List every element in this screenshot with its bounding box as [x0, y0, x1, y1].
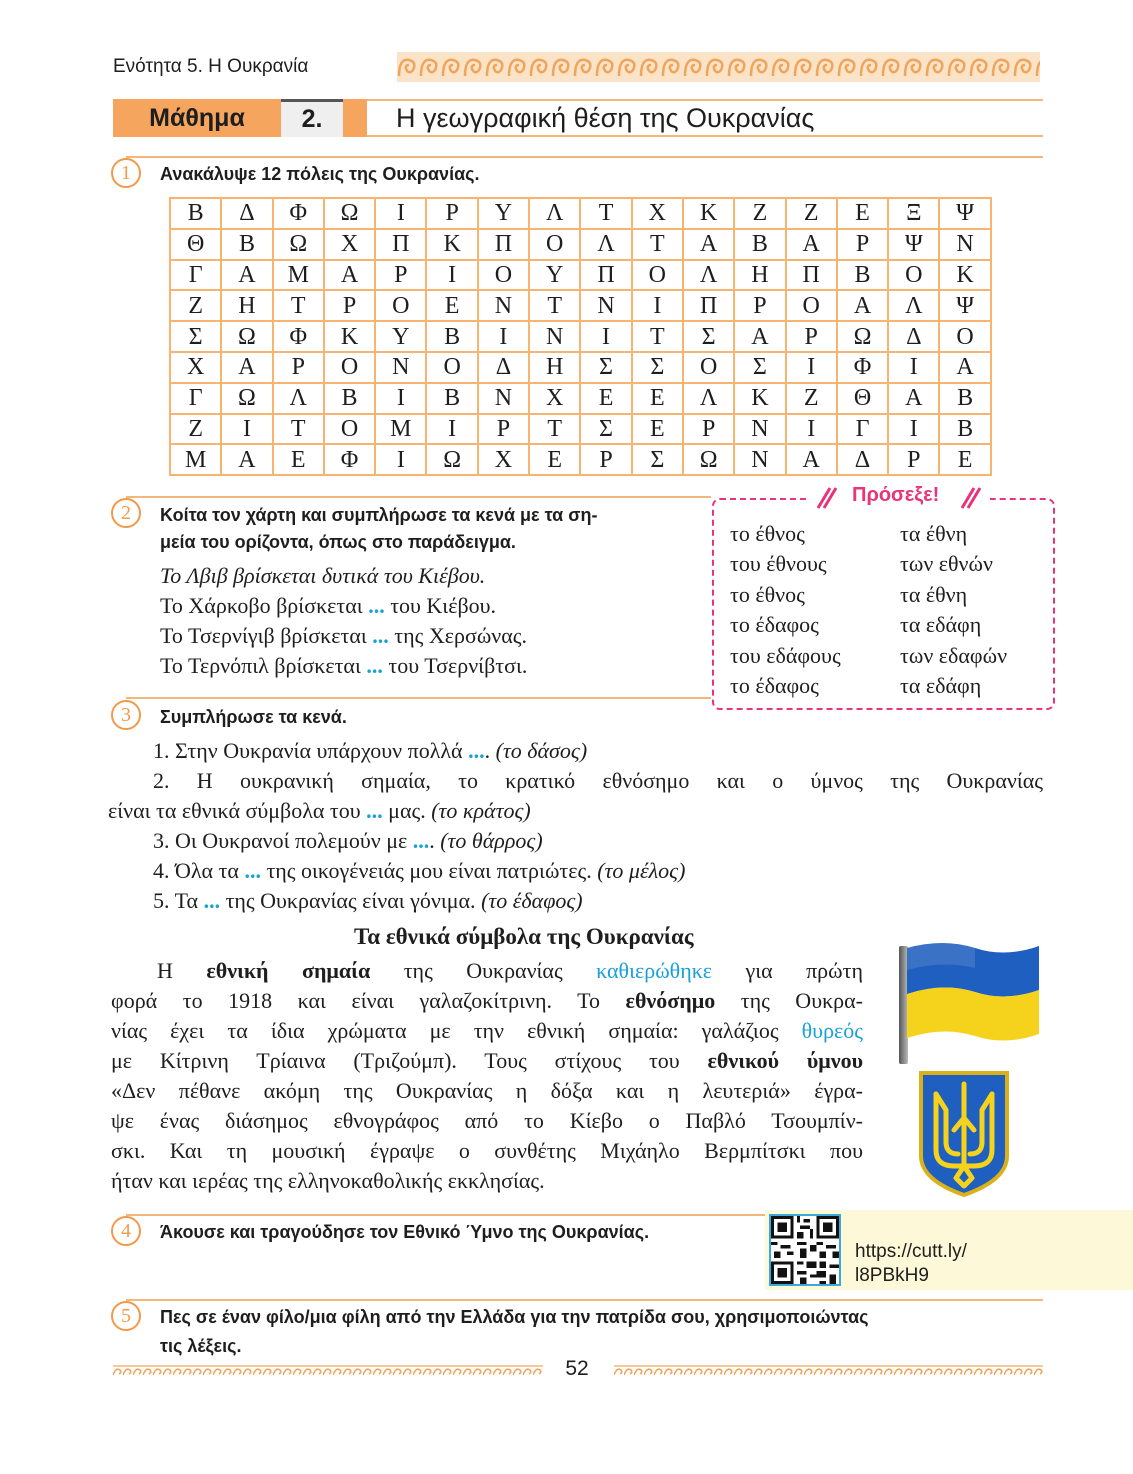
- grid-cell[interactable]: Ι: [580, 321, 631, 352]
- exercise-3-item-3: [153, 828, 543, 854]
- blank[interactable]: ...: [244, 858, 261, 883]
- text: της Ουκρανίας: [370, 958, 597, 983]
- text: Η: [157, 958, 207, 983]
- grid-cell[interactable]: Ρ: [273, 352, 324, 383]
- exercise-1-number: 1: [111, 158, 141, 188]
- grid-cell[interactable]: Ι: [786, 414, 837, 445]
- text: για πρώτη: [712, 958, 863, 983]
- grid-cell[interactable]: Θ: [837, 383, 888, 414]
- symbols-section-title: Τα εθνικά σύμβολα της Ουκρανίας: [354, 924, 694, 949]
- attention-singular: του έθνους: [730, 551, 827, 577]
- grid-cell[interactable]: Ω: [221, 321, 272, 352]
- blank[interactable]: ...: [366, 798, 383, 823]
- grid-cell[interactable]: Ε: [580, 383, 631, 414]
- page-number: 52: [565, 1357, 589, 1380]
- qr-code-icon: [771, 1216, 839, 1284]
- grid-cell[interactable]: Ο: [375, 290, 426, 321]
- grid-cell[interactable]: Β: [426, 321, 477, 352]
- text: νίας έχει τα ίδια χρώματα με την εθνική σημαία: γαλάζιος: [111, 1018, 802, 1043]
- grid-cell[interactable]: Ζ: [786, 383, 837, 414]
- exercise-1-title: Ανακάλυψε 12 πόλεις της Ουκρανίας.: [160, 164, 480, 184]
- grid-cell[interactable]: Ο: [324, 352, 375, 383]
- grid-cell[interactable]: Α: [939, 352, 990, 383]
- line-text: του Τσερνίβτσι.: [382, 653, 528, 678]
- grid-cell[interactable]: Λ: [529, 198, 580, 229]
- item-text: μας.: [382, 798, 432, 823]
- qr-url-line2[interactable]: l8PBkH9: [855, 1265, 929, 1286]
- grid-cell[interactable]: Ε: [529, 444, 580, 475]
- grid-cell[interactable]: Ζ: [170, 290, 221, 321]
- grid-cell[interactable]: Σ: [632, 352, 683, 383]
- exercise-3-item-2-line1: 2. Η ουκρανική σημαία, το κρατικό εθνόσημο και ο ύμνος της Ουκρανίας: [153, 768, 1043, 793]
- grid-row: [170, 229, 991, 260]
- grid-cell[interactable]: Ο: [529, 229, 580, 260]
- grid-row: [170, 260, 991, 291]
- exercise-3-title: Συμπλήρωσε τα κενά.: [160, 707, 347, 727]
- grid-row: [170, 444, 991, 475]
- grid-cell[interactable]: Ρ: [888, 444, 939, 475]
- item-text: .: [429, 828, 441, 853]
- grid-cell[interactable]: Π: [580, 260, 631, 291]
- grid-cell[interactable]: Τ: [273, 414, 324, 445]
- exercise-2-title-line1: Κοίτα τον χάρτη και συμπλήρωσε τα κενά με τα ση-: [160, 505, 598, 525]
- grid-cell[interactable]: Ι: [375, 198, 426, 229]
- grid-cell[interactable]: Γ: [170, 260, 221, 291]
- hint: (το δάσος): [495, 738, 588, 763]
- exercise-5-title-line2: τις λέξεις.: [160, 1336, 242, 1356]
- grid-cell[interactable]: Δ: [478, 352, 529, 383]
- qr-code[interactable]: [769, 1214, 841, 1286]
- attention-singular: του εδάφους: [730, 642, 841, 668]
- grid-cell[interactable]: Σ: [580, 352, 631, 383]
- grid-cell[interactable]: Α: [734, 321, 785, 352]
- grid-cell[interactable]: Φ: [324, 444, 375, 475]
- grid-cell[interactable]: Τ: [632, 321, 683, 352]
- grid-cell[interactable]: Ι: [786, 352, 837, 383]
- lesson-label: Μάθημα: [113, 99, 281, 137]
- symbols-paragraph-line-5: «Δεν πέθανε ακόμη της Ουκρανίας η δόξα και η λευτεριά» έγρα-: [111, 1078, 863, 1103]
- attention-plural: τα εδάφη: [900, 673, 982, 698]
- line-text: της Χερσώνας.: [388, 623, 527, 648]
- grid-cell[interactable]: Ο: [683, 352, 734, 383]
- blank[interactable]: ...: [368, 593, 385, 618]
- exercise-3-item-2-line2: [108, 798, 531, 824]
- attention-plural: τα έθνη: [900, 521, 968, 546]
- grid-row: [170, 321, 991, 352]
- grid-cell[interactable]: Π: [375, 229, 426, 260]
- symbols-paragraph-line-3: [111, 1018, 863, 1044]
- exercise-3-number: 3: [111, 700, 141, 730]
- grid-cell[interactable]: Ω: [426, 444, 477, 475]
- grid-cell[interactable]: Δ: [221, 198, 272, 229]
- grid-cell[interactable]: Κ: [324, 321, 375, 352]
- grid-cell[interactable]: Δ: [888, 321, 939, 352]
- grid-cell[interactable]: Ε: [632, 383, 683, 414]
- grid-cell[interactable]: Ν: [478, 383, 529, 414]
- grid-cell[interactable]: Σ: [632, 444, 683, 475]
- exercise-5-number: 5: [111, 1301, 141, 1331]
- item-text: 5. Τα: [153, 888, 204, 913]
- text: της Ουκρα-: [715, 988, 863, 1013]
- exercise-2-example: Το Λβιβ βρίσκεται δυτικά του Κιέβου.: [160, 563, 486, 588]
- grid-cell[interactable]: Μ: [273, 260, 324, 291]
- grid-cell[interactable]: Μ: [170, 444, 221, 475]
- exercise-2-line-1: [160, 593, 496, 619]
- grid-cell[interactable]: Β: [939, 383, 990, 414]
- grid-cell[interactable]: Υ: [478, 198, 529, 229]
- attention-singular: το έθνος: [730, 581, 805, 607]
- item-text: είναι τα εθνικά σύμβολα του: [108, 798, 367, 823]
- grid-cell[interactable]: Β: [939, 414, 990, 445]
- symbols-paragraph-line-7: σκι. Και τη μουσική έγραψε ο συνθέτης Μιχάηλο Βερμπίτσκι που: [111, 1138, 863, 1163]
- grid-cell[interactable]: Ω: [837, 321, 888, 352]
- hint: (το κράτος): [431, 798, 531, 823]
- grid-cell[interactable]: Ο: [426, 352, 477, 383]
- grid-cell[interactable]: Ρ: [375, 260, 426, 291]
- item-text: 3. Οι Ουκρανοί πολεμούν με: [153, 828, 413, 853]
- grid-cell[interactable]: Ψ: [939, 290, 990, 321]
- grid-cell[interactable]: Χ: [478, 444, 529, 475]
- line-text: του Κιέβου.: [384, 593, 497, 618]
- exercise-2-line-2: [160, 623, 527, 649]
- grid-row: [170, 414, 991, 445]
- exercise-2-rule: [126, 496, 711, 498]
- footer-wave-right: [614, 1364, 1043, 1380]
- trident-coat-of-arms-icon: [918, 1070, 1010, 1198]
- grid-cell[interactable]: Β: [170, 198, 221, 229]
- grid-cell[interactable]: Ρ: [426, 198, 477, 229]
- grid-cell[interactable]: Θ: [170, 229, 221, 260]
- grid-cell[interactable]: Τ: [580, 198, 631, 229]
- grid-cell[interactable]: Ω: [273, 229, 324, 260]
- grid-cell[interactable]: Α: [221, 352, 272, 383]
- grid-cell[interactable]: Ζ: [734, 198, 785, 229]
- grid-cell[interactable]: Ε: [837, 198, 888, 229]
- grid-cell[interactable]: Π: [786, 260, 837, 291]
- item-text: της οικογένειάς μου είναι πατριώτες.: [260, 858, 598, 883]
- grid-cell[interactable]: Ω: [221, 383, 272, 414]
- grid-cell[interactable]: Ι: [426, 414, 477, 445]
- grid-cell[interactable]: Ι: [632, 290, 683, 321]
- grid-cell[interactable]: Ν: [939, 229, 990, 260]
- grid-cell[interactable]: Σ: [683, 321, 734, 352]
- grid-cell[interactable]: Υ: [375, 321, 426, 352]
- symbols-paragraph-line-1: [111, 958, 863, 984]
- grid-row: [170, 352, 991, 383]
- grid-cell[interactable]: Η: [529, 352, 580, 383]
- grid-row: [170, 198, 991, 229]
- grid-cell[interactable]: Ψ: [888, 229, 939, 260]
- grid-row: [170, 383, 991, 414]
- line-text: Το Χάρκοβο βρίσκεται: [160, 593, 369, 618]
- grid-cell[interactable]: Β: [324, 383, 375, 414]
- grid-cell[interactable]: Ε: [939, 444, 990, 475]
- grid-cell[interactable]: Σ: [580, 414, 631, 445]
- unit-title: Ενότητα 5. Η Ουκρανία: [113, 56, 309, 77]
- grid-cell[interactable]: Ν: [580, 290, 631, 321]
- grid-cell[interactable]: Ν: [375, 352, 426, 383]
- grid-cell[interactable]: Σ: [734, 352, 785, 383]
- qr-url-line1[interactable]: https://cutt.ly/: [855, 1241, 967, 1262]
- grid-cell[interactable]: Φ: [273, 198, 324, 229]
- grid-cell[interactable]: Ε: [426, 290, 477, 321]
- grid-cell[interactable]: Ζ: [786, 198, 837, 229]
- grid-cell[interactable]: Τ: [632, 229, 683, 260]
- grid-cell[interactable]: Π: [478, 229, 529, 260]
- bold-term: εθνικού ύμνου: [707, 1048, 863, 1073]
- grid-cell[interactable]: Α: [221, 444, 272, 475]
- grid-cell[interactable]: Α: [837, 290, 888, 321]
- grid-cell[interactable]: Ω: [324, 198, 375, 229]
- grid-cell[interactable]: Ρ: [580, 444, 631, 475]
- grid-cell[interactable]: Β: [837, 260, 888, 291]
- blank[interactable]: ...: [372, 623, 389, 648]
- hint: (το μέλος): [597, 858, 686, 883]
- blank[interactable]: ...: [468, 738, 485, 763]
- attention-title: Πρόσεξε!: [852, 484, 940, 506]
- grid-cell[interactable]: Α: [221, 260, 272, 291]
- grid-cell[interactable]: Ι: [375, 444, 426, 475]
- lesson-title-bottom-line: [367, 135, 1043, 137]
- blank[interactable]: ...: [203, 888, 221, 913]
- exercise-3-item-5: [153, 888, 583, 914]
- attention-singular: το έδαφος: [730, 612, 819, 638]
- attention-plural: τα εδάφη: [900, 612, 982, 638]
- grid-cell[interactable]: Ι: [375, 383, 426, 414]
- grid-cell[interactable]: Η: [221, 290, 272, 321]
- grid-cell[interactable]: Ζ: [170, 414, 221, 445]
- grid-cell[interactable]: Ρ: [837, 229, 888, 260]
- grid-cell[interactable]: Ν: [734, 444, 785, 475]
- symbols-paragraph-line-4: [111, 1048, 863, 1074]
- line-text: Το Τερνόπιλ βρίσκεται: [160, 653, 367, 678]
- exercise-2-line-3: [160, 653, 527, 679]
- grid-cell[interactable]: Χ: [529, 383, 580, 414]
- grid-cell[interactable]: Κ: [683, 198, 734, 229]
- grid-cell[interactable]: Ι: [426, 260, 477, 291]
- hint: (το έδαφος): [481, 888, 583, 913]
- grid-cell[interactable]: Β: [426, 383, 477, 414]
- grid-cell[interactable]: Ο: [632, 260, 683, 291]
- grid-cell[interactable]: Α: [888, 383, 939, 414]
- exercise-5-title-line1: Πες σε έναν φίλο/μια φίλη από την Ελλάδα για την πατρίδα σου, χρησιμοποιώντας: [160, 1307, 869, 1327]
- grid-cell[interactable]: Τ: [529, 414, 580, 445]
- word-search-grid: [169, 197, 992, 476]
- exercise-3-item-4: [153, 858, 685, 884]
- exercise-3-rule: [126, 697, 711, 699]
- exercise-3-item-1: [153, 738, 587, 764]
- grid-cell[interactable]: Τ: [529, 290, 580, 321]
- grid-cell[interactable]: Γ: [837, 414, 888, 445]
- grid-cell[interactable]: Ν: [478, 290, 529, 321]
- text: φορά το 1918 και είναι γαλαζοκίτρινη. Το: [111, 988, 626, 1013]
- grid-cell[interactable]: Α: [786, 229, 837, 260]
- grid-cell[interactable]: Λ: [683, 260, 734, 291]
- grid-cell[interactable]: Χ: [632, 198, 683, 229]
- grid-cell[interactable]: Ξ: [888, 198, 939, 229]
- grid-cell[interactable]: Λ: [888, 290, 939, 321]
- grid-cell[interactable]: Ψ: [939, 198, 990, 229]
- grid-cell[interactable]: Ν: [734, 414, 785, 445]
- glossary-link[interactable]: θυρεός: [801, 1018, 863, 1043]
- item-text: .: [484, 738, 496, 763]
- grid-cell[interactable]: Μ: [375, 414, 426, 445]
- grid-cell[interactable]: Κ: [734, 383, 785, 414]
- bold-term: εθνόσημο: [625, 988, 716, 1013]
- grid-cell[interactable]: Ρ: [683, 414, 734, 445]
- grid-cell[interactable]: Φ: [837, 352, 888, 383]
- grid-cell[interactable]: Φ: [273, 321, 324, 352]
- grid-cell[interactable]: Α: [683, 229, 734, 260]
- grid-cell[interactable]: Ο: [478, 260, 529, 291]
- hint: (το θάρρος): [440, 828, 543, 853]
- grid-cell[interactable]: Ε: [273, 444, 324, 475]
- exercise-4-title: Άκουσε και τραγούδησε τον Εθνικό Ύμνο της Ουκρανίας.: [160, 1222, 650, 1242]
- glossary-link[interactable]: καθιερώθηκε: [596, 958, 713, 983]
- grid-cell[interactable]: Π: [683, 290, 734, 321]
- attention-singular: το έδαφος: [730, 673, 819, 698]
- symbols-paragraph-line-2: [111, 988, 863, 1014]
- grid-row: [170, 290, 991, 321]
- grid-cell[interactable]: Δ: [837, 444, 888, 475]
- item-text: 1. Στην Ουκρανία υπάρχουν πολλά: [153, 738, 469, 763]
- grid-cell[interactable]: Α: [786, 444, 837, 475]
- grid-cell[interactable]: Υ: [529, 260, 580, 291]
- exercise-2-number: 2: [111, 498, 141, 528]
- grid-cell[interactable]: Ρ: [324, 290, 375, 321]
- grid-cell[interactable]: Ι: [221, 414, 272, 445]
- grid-cell[interactable]: Κ: [426, 229, 477, 260]
- grid-cell[interactable]: Β: [734, 229, 785, 260]
- grid-cell[interactable]: Ρ: [734, 290, 785, 321]
- grid-cell[interactable]: Κ: [939, 260, 990, 291]
- blank[interactable]: ...: [412, 828, 430, 853]
- grid-cell[interactable]: Ι: [888, 352, 939, 383]
- lesson-title: Η γεωγραφική θέση της Ουκρανίας: [396, 103, 815, 133]
- grid-cell[interactable]: Ο: [939, 321, 990, 352]
- grid-cell[interactable]: Ι: [478, 321, 529, 352]
- grid-cell[interactable]: Χ: [170, 352, 221, 383]
- attention-plural: των εθνών: [900, 551, 993, 577]
- text: με Κίτρινη Τρίαινα (Τριζούμπ). Τους στίχους του: [111, 1048, 708, 1073]
- grid-cell[interactable]: Α: [324, 260, 375, 291]
- line-text: Το Τσερνίγιβ βρίσκεται: [160, 623, 373, 648]
- grid-cell[interactable]: Ω: [683, 444, 734, 475]
- footer-wave-left: [113, 1364, 543, 1380]
- attention-singular: το έθνος: [730, 521, 805, 546]
- grid-cell[interactable]: Ο: [324, 414, 375, 445]
- grid-cell[interactable]: Ρ: [478, 414, 529, 445]
- grid-cell[interactable]: Λ: [683, 383, 734, 414]
- attention-plural: τα έθνη: [900, 581, 968, 607]
- grid-cell[interactable]: Χ: [324, 229, 375, 260]
- grid-cell[interactable]: Ρ: [786, 321, 837, 352]
- item-text: της Ουκρανίας είναι γόνιμα.: [220, 888, 482, 913]
- grid-cell[interactable]: Γ: [170, 383, 221, 414]
- grid-cell[interactable]: Λ: [273, 383, 324, 414]
- lesson-bar-divider: [343, 99, 367, 137]
- symbols-paragraph-line-6: ψε ένας διάσημος εθνογράφος από το Κίεβο ο Παβλό Τσουμπίν-: [111, 1108, 863, 1133]
- grid-cell[interactable]: Ο: [786, 290, 837, 321]
- grid-cell[interactable]: Ν: [529, 321, 580, 352]
- grid-cell[interactable]: Β: [221, 229, 272, 260]
- exercise-2-title-line2: μεία του ορίζοντα, όπως στο παράδειγμα.: [160, 532, 516, 552]
- grid-cell[interactable]: Ο: [888, 260, 939, 291]
- exercise-4-number: 4: [111, 1216, 141, 1246]
- grid-cell[interactable]: Λ: [580, 229, 631, 260]
- blank[interactable]: ...: [366, 653, 383, 678]
- attention-plural: των εδαφών: [900, 642, 1008, 668]
- symbols-paragraph-line-8: ήταν και ιερέας της ελληνοκαθολικής εκκλησίας.: [111, 1168, 545, 1193]
- grid-cell[interactable]: Τ: [273, 290, 324, 321]
- grid-cell[interactable]: Ι: [888, 414, 939, 445]
- ukraine-flag-image: [893, 938, 1043, 1068]
- grid-cell[interactable]: Ε: [632, 414, 683, 445]
- exercise-1-rule: [126, 156, 1043, 158]
- bold-term: εθνική σημαία: [206, 958, 371, 983]
- grid-cell[interactable]: Σ: [170, 321, 221, 352]
- decorative-wave-border: [397, 52, 1040, 82]
- grid-cell[interactable]: Η: [734, 260, 785, 291]
- lesson-number: 2.: [281, 99, 343, 137]
- item-text: 4. Όλα τα: [153, 858, 245, 883]
- exercise-5-rule: [126, 1299, 1043, 1301]
- exercise-4-rule: [126, 1214, 765, 1216]
